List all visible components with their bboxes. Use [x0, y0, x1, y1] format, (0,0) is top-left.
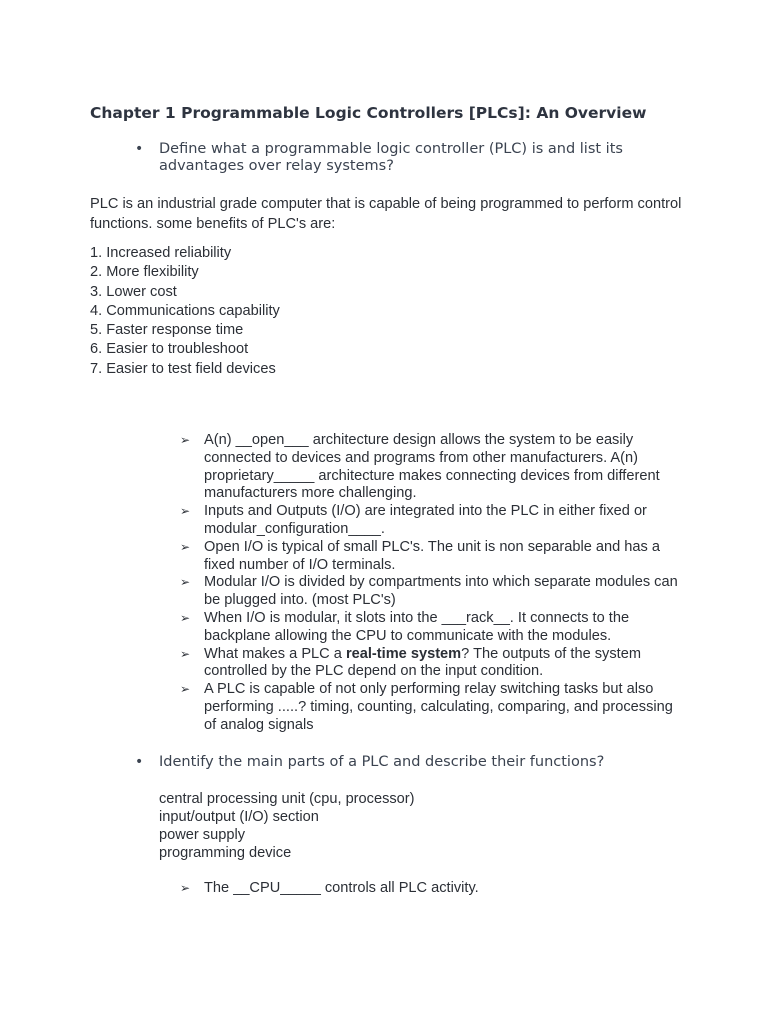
note-item — [180, 538, 680, 575]
answer-1-paragraph: PLC is an industrial grade computer that is capable of being programmed to perform control functions. some benefits of PLC's are: — [90, 196, 682, 232]
question-1 — [135, 141, 679, 175]
list-item: 5. Faster response time — [90, 322, 244, 339]
final-notes-list — [180, 880, 680, 898]
note-item — [180, 432, 680, 503]
question-1-text: Define what a programmable logic controller (PLC) is and list its advantages over relay systems? — [159, 141, 623, 174]
note-item — [180, 681, 680, 734]
list-item: input/output (I/O) section — [159, 809, 319, 825]
list-item: programming device — [159, 845, 292, 861]
note-text: A(n) __open___ architecture design allows the system to be easily connected to devices and programs from other manufacturers. A(n) proprietary_____ architecture makes connecting devices from different manufacturers more challenging. — [204, 432, 660, 502]
note-text: Inputs and Outputs (I/O) are integrated into the PLC in either fixed or modular_configuration____. — [204, 503, 647, 537]
arrow-bullet-icon: ➢ — [180, 575, 191, 590]
arrow-bullet-icon: ➢ — [180, 610, 191, 625]
plc-parts-list — [159, 790, 415, 862]
bullet-icon: • — [135, 141, 144, 157]
arrow-bullet-icon: ➢ — [180, 433, 191, 447]
note-text-pre: What makes a PLC a — [204, 645, 346, 662]
note-item — [180, 574, 680, 610]
arrow-bullet-icon: ➢ — [180, 539, 191, 554]
arrow-bullet-icon: ➢ — [180, 504, 191, 519]
question-2-text: Identify the main parts of a PLC and describe their functions? — [159, 754, 605, 770]
arrow-bullet-icon: ➢ — [180, 646, 191, 661]
note-item — [180, 880, 680, 898]
chapter-heading: Chapter 1 Programmable Logic Controllers [PLCs]: An Overview — [90, 104, 647, 122]
notes-list — [180, 432, 680, 735]
note-text: A PLC is capable of not only performing relay switching tasks but also performing .....? timing, counting, calculating, comparing, and processing of analog signals — [204, 681, 673, 733]
note-text-bold: real-time system — [345, 645, 462, 662]
list-item: 1. Increased reliability — [90, 245, 232, 261]
note-text: The __CPU_____ controls all PLC activity. — [204, 880, 479, 896]
note-text-post: ? The outputs of the system controlled by the PLC depend on the input condition. — [204, 645, 641, 680]
arrow-bullet-icon: ➢ — [180, 682, 191, 697]
note-text: Open I/O is typical of small PLC's. The unit is non separable and has a fixed number of I/O terminals. — [204, 538, 660, 573]
list-item: power supply — [159, 827, 245, 843]
note-text: Modular I/O is divided by compartments into which separate modules can be plugged into. (most PLC's) — [204, 574, 678, 609]
list-item: central processing unit (cpu, processor) — [159, 791, 415, 807]
list-item: 2. More flexibility — [90, 264, 199, 281]
arrow-bullet-icon: ➢ — [180, 881, 191, 895]
note-item — [180, 503, 680, 539]
benefits-list — [90, 244, 280, 379]
bullet-icon: • — [135, 754, 144, 770]
list-item: 4. Communications capability — [90, 302, 280, 319]
list-item: 3. Lower cost — [90, 283, 177, 300]
question-2 — [135, 754, 679, 771]
list-item: 6. Easier to troubleshoot — [90, 341, 249, 358]
note-item — [180, 609, 680, 646]
note-item — [180, 645, 680, 682]
note-text: When I/O is modular, it slots into the ___rack__. It connects to the backplane allowing the CPU to communicate with the modules. — [204, 609, 630, 644]
list-item: 7. Easier to test field devices — [90, 360, 276, 377]
